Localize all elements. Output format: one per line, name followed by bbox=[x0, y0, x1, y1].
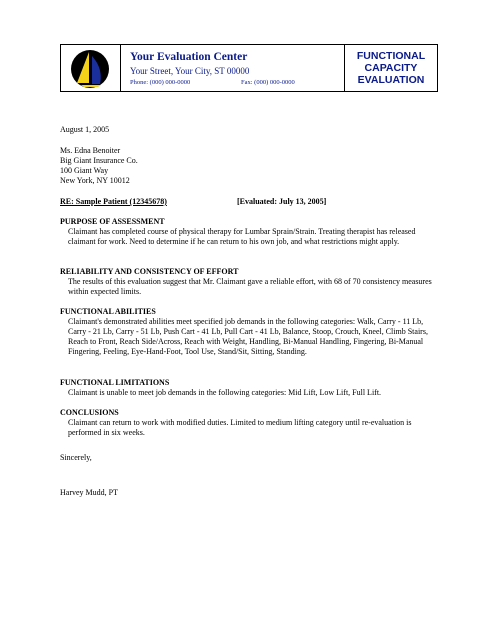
recipient-address-1: 100 Giant Way bbox=[60, 166, 109, 175]
signature: Harvey Mudd, PT bbox=[60, 488, 118, 497]
section-heading: FUNCTIONAL LIMITATIONS bbox=[60, 378, 170, 387]
report-title-line: EVALUATION bbox=[357, 74, 425, 86]
section-heading: PURPOSE OF ASSESSMENT bbox=[60, 217, 165, 226]
section-body: The results of this evaluation suggest that Mr. Claimant gave a reliable effort, with 68 of 70 consistency measures within expected limits. bbox=[68, 277, 432, 296]
recipient-address-2: New York, NY 10012 bbox=[60, 176, 130, 185]
section-heading: RELIABILITY AND CONSISTENCY OF EFFORT bbox=[60, 267, 239, 276]
recipient-name: Ms. Edna Benoiter bbox=[60, 146, 121, 155]
sailboat-logo-icon bbox=[67, 47, 113, 91]
report-title-line: FUNCTIONAL bbox=[356, 50, 426, 62]
logo-cell bbox=[61, 45, 121, 91]
section-body: Claimant is unable to meet job demands in the following categories: Mid Lift, Low Lift, Full Lift. bbox=[68, 388, 382, 397]
section-heading: FUNCTIONAL ABILITIES bbox=[60, 307, 156, 316]
section-body: Claimant's demonstrated abilities meet specified job demands in the following categories: Walk, Carry - 11 Lb, Carry - 21 Lb, Carry - 51 Lb, Push Cart - 41 Lb, Pull Cart - 41 Lb, Balance, Stoop, Crouch, Kneel, Climb Stairs, Reach to Front, Reach Side/Across, Reach with Weight, Handling, Bi-Manual Handling, Fingering, Bi-Manual Fingering, Feeling, Eye-Hand-Foot, Tool Use, Stand/Sit, Sitting, Standing. bbox=[68, 317, 428, 356]
section-heading: CONCLUSIONS bbox=[60, 408, 119, 417]
report-title-line: CAPACITY bbox=[364, 62, 418, 74]
section-body: Claimant can return to work with modified duties. Limited to medium lifting category until re-evaluation is performed in six weeks. bbox=[68, 418, 412, 437]
evaluated-date: [Evaluated: July 13, 2005] bbox=[237, 197, 327, 206]
org-fax: Fax: (000) 000-0000 bbox=[241, 79, 295, 86]
org-phone: Phone: (000) 000-0000 bbox=[130, 79, 191, 86]
letter-date: August 1, 2005 bbox=[60, 125, 110, 134]
re-line: RE: Sample Patient (12345678) bbox=[60, 197, 167, 206]
recipient-company: Big Giant Insurance Co. bbox=[60, 156, 138, 165]
org-street: Your Street, Your City, ST 00000 bbox=[130, 66, 250, 76]
closing: Sincerely, bbox=[60, 453, 92, 462]
section-body: Claimant has completed course of physical therapy for Lumbar Sprain/Strain. Treating therapist has released claimant for work. Need to determine if he can return to his own job, and what restrictions might apply. bbox=[68, 227, 416, 246]
report-title bbox=[345, 45, 437, 91]
letterhead-address bbox=[121, 45, 345, 91]
org-name: Your Evaluation Center bbox=[130, 51, 248, 63]
letterhead bbox=[60, 44, 438, 92]
